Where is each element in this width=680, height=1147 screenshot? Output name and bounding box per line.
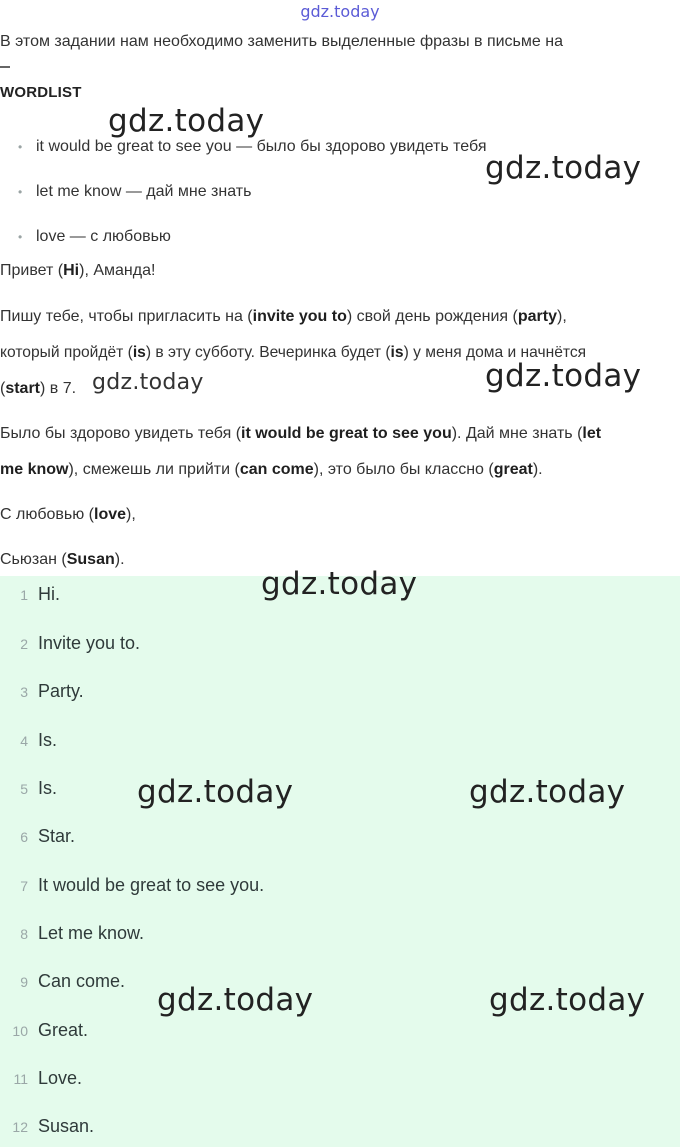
letter-line-signature: Сьюзан (Susan). (0, 551, 125, 568)
answer-number: 9 (20, 974, 28, 990)
watermark: gdz.today (485, 358, 642, 394)
watermark: gdz.today (469, 774, 626, 810)
wordlist-item-text: it would be great to see you — было бы здорово увидеть тебя (36, 138, 487, 155)
answer-row (0, 875, 264, 905)
answer-number: 3 (20, 684, 28, 700)
answer-text: It would be great to see you. (38, 875, 265, 895)
bullet-icon: • (18, 184, 23, 199)
watermark: gdz.today (108, 103, 265, 139)
bullet-icon: • (18, 229, 23, 244)
answer-text: Party. (38, 681, 84, 701)
watermark: gdz.today (157, 982, 314, 1018)
answer-row (0, 681, 84, 711)
watermark: gdz.today (92, 370, 204, 395)
wordlist-item (18, 138, 486, 156)
letter-line: Пишу тебе, чтобы пригласить на (invite you to) свой день рождения (party), (0, 308, 567, 325)
answer-row (0, 778, 57, 808)
letter-line: который пройдёт (is) в эту субботу. Вечеринка будет (is) у меня дома и начнётся (0, 344, 587, 361)
answer-number: 12 (12, 1119, 28, 1135)
answer-row (0, 826, 75, 856)
answer-row (0, 730, 57, 760)
answer-text: Great. (38, 1020, 89, 1040)
answer-number: 8 (20, 926, 28, 942)
answer-number: 1 (20, 587, 28, 603)
bullet-icon: • (18, 139, 23, 154)
answer-number: 6 (20, 829, 28, 845)
answer-number: 10 (12, 1023, 28, 1039)
wordlist-item (18, 228, 171, 246)
answer-number: 11 (13, 1071, 28, 1087)
top-watermark: gdz.today (300, 2, 380, 21)
wordlist-item-text: love — с любовью (36, 228, 171, 245)
watermark: gdz.today (137, 774, 294, 810)
answer-number: 5 (20, 781, 28, 797)
answers-panel (0, 576, 680, 1147)
letter-line: me know), смежешь ли прийти (can come), это было бы классно (great). (0, 461, 543, 478)
answer-text: Let me know. (38, 923, 145, 943)
answer-text: Susan. (38, 1116, 95, 1136)
answer-row (0, 633, 140, 663)
answer-row (0, 1068, 82, 1098)
letter-line: (start) в 7. (0, 380, 77, 397)
answer-row (0, 584, 60, 614)
intro-text: В этом задании нам необходимо заменить выделенные фразы в письме на (0, 33, 563, 50)
answer-number: 7 (20, 878, 28, 894)
answer-row (0, 971, 125, 1001)
wordlist-title: WORDLIST (0, 84, 82, 101)
answer-row (0, 1020, 88, 1050)
wordlist-item-text: let me know — дай мне знать (36, 183, 252, 200)
answer-text: Invite you to. (38, 633, 141, 653)
answer-number: 2 (20, 636, 28, 652)
letter-line-greeting: Привет (Hi), Аманда! (0, 262, 156, 279)
answer-text: Is. (38, 778, 58, 798)
watermark: gdz.today (485, 150, 642, 186)
answer-text: Star. (38, 826, 76, 846)
answer-number: 4 (20, 733, 28, 749)
watermark: gdz.today (489, 982, 646, 1018)
answer-row (0, 923, 144, 953)
cut-off-text-fragment (0, 66, 10, 68)
answer-text: Can come. (38, 971, 126, 991)
wordlist-item (18, 183, 251, 201)
letter-line: Было бы здорово увидеть тебя (it would be great to see you). Дай мне знать (let (0, 425, 602, 442)
letter-line-closing: С любовью (love), (0, 506, 136, 523)
answer-text: Love. (38, 1068, 83, 1088)
answer-row (0, 1116, 94, 1146)
watermark: gdz.today (261, 566, 418, 602)
answer-text: Hi. (38, 584, 60, 604)
answer-text: Is. (38, 730, 58, 750)
